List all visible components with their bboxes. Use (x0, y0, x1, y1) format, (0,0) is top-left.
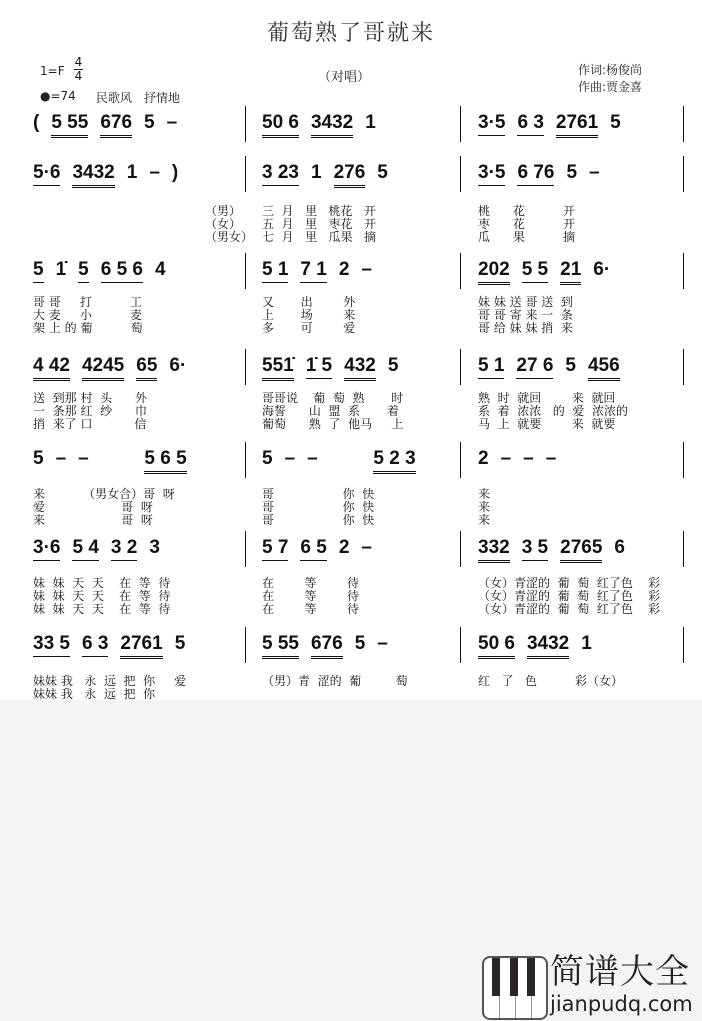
measure (33, 259, 166, 283)
note-group: 4 (155, 259, 166, 280)
note-group: 5 (144, 112, 155, 133)
note-group: 7 1 (300, 259, 326, 283)
measure (478, 448, 556, 471)
note-group: – (78, 448, 89, 469)
lyric-line: 枣 花 开 (478, 217, 576, 231)
lyric-line: 一 条那 红 纱 巾 (33, 404, 147, 418)
note-group: 5 (566, 162, 578, 183)
note-group: 5 55 (51, 112, 88, 138)
barline (460, 442, 461, 478)
note-group: 5 (33, 259, 44, 283)
barline (683, 531, 684, 567)
lyric-line: 来 (478, 513, 491, 527)
note-group: 4 42 (33, 355, 70, 381)
note-group: 6 76 (517, 162, 554, 186)
note-group: 276 (334, 162, 366, 188)
barline (245, 106, 246, 142)
lyric-line: （女） (205, 217, 242, 231)
note-group: – (500, 448, 512, 469)
barline (460, 349, 461, 385)
note-group: 202 (478, 259, 510, 285)
note-group: 2 (338, 259, 350, 280)
note-group: 2761 (120, 633, 162, 659)
tempo-marking (40, 89, 76, 103)
lyric-line: 捎 来了 口 信 (33, 417, 147, 431)
lyric-line: 上 场 来 (262, 308, 356, 322)
note-group: 676 (100, 112, 132, 138)
note-group: 2765 (560, 537, 602, 563)
measure (33, 537, 160, 561)
note-group: – (361, 537, 372, 558)
note-group: 5 (262, 448, 273, 469)
time-bottom: 4 (74, 69, 83, 83)
note-group: 3 5 (522, 537, 548, 561)
lyric-line: 妹 妹 天 天 在 等 待 (33, 589, 171, 603)
lyric-line: 哥 你 快 (262, 513, 375, 527)
note-group: 1̇ (55, 259, 67, 280)
lyric-line: 又 出 外 (262, 295, 356, 309)
lyric-line: （女）青涩的 葡 萄 红了色 彩 (478, 602, 661, 616)
lyric-line: 妹妹 我 永 远 把 你 (33, 687, 156, 701)
note-group: – (149, 162, 160, 183)
lyric-line: 哥 你 快 (262, 500, 375, 514)
note-group: 27 6 (516, 355, 553, 379)
note-group: 50 6 (262, 112, 299, 138)
measure (478, 537, 625, 563)
note-group: – (55, 448, 67, 469)
note-group: 6 (614, 537, 625, 558)
note-group: 456 (588, 355, 620, 381)
quarter-note-icon: ● (40, 89, 51, 103)
lyric-line: 海誓 山 盟 系 着 (262, 404, 399, 418)
lyric-line: 熟 时 就回 来 就回 (478, 391, 616, 405)
note-group: 5 (354, 633, 366, 654)
note-group: 4245 (82, 355, 124, 381)
note-group: 5 (33, 448, 44, 469)
lyric-line: 七 月 里 瓜果 摘 (262, 230, 376, 244)
note-group: 5 5 (522, 259, 548, 283)
note-group: 1 (365, 112, 376, 133)
song-title: 葡萄熟了哥就来 (266, 21, 435, 46)
barline (683, 349, 684, 385)
barline (460, 531, 461, 567)
note-group: 1 (126, 162, 138, 183)
lyric-line: 五 月 里 枣花 开 (262, 217, 376, 231)
barline (683, 253, 684, 289)
lyric-line: 哥 给 妹 妹 捎 来 (478, 321, 573, 335)
note-group: 432 (344, 355, 376, 381)
lyric-line: 哥 哥 寄 来 一 条 (478, 308, 573, 322)
note-group: ( (33, 112, 40, 133)
measure (478, 633, 592, 659)
note-group: 1 (581, 633, 592, 654)
lyric-line: 架 上 的 葡 萄 (33, 321, 143, 335)
tempo-value: =74 (50, 89, 76, 103)
note-group: 1̇ 5 (306, 355, 332, 379)
note-group: ) (171, 162, 179, 183)
lyric-line: 红 了 色 彩（女） (478, 674, 624, 688)
note-group: 5 1 (262, 259, 288, 283)
note-group: 3 2 (111, 537, 137, 561)
barline (683, 627, 684, 663)
measure (478, 355, 620, 381)
note-group: 5 55 (262, 633, 299, 659)
note-group: 5 (387, 355, 399, 376)
lyric-line: （女）青涩的 葡 萄 红了色 彩 (478, 589, 661, 603)
note-group: 3 (149, 537, 160, 558)
barline (245, 156, 246, 192)
note-group: 3432 (72, 162, 114, 188)
lyric-line: 来 哥 呀 (33, 513, 153, 527)
measure (478, 259, 610, 285)
site-logo (478, 952, 702, 1018)
note-group: – (589, 162, 600, 183)
piano-keys-icon (482, 956, 548, 1020)
measure (478, 162, 600, 186)
lyric-line: （女）青涩的 葡 萄 红了色 彩 (478, 576, 661, 590)
lyric-line: 在 等 待 (262, 589, 360, 603)
note-group: 1 (310, 162, 322, 183)
note-group: 5 (565, 355, 576, 376)
lyric-line: 妹 妹 天 天 在 等 待 (33, 602, 171, 616)
lyric-line: 来 （男女合）哥 呀 (33, 487, 175, 501)
logo-text: 简谱大全 (550, 952, 690, 992)
note-group: 33 5 (33, 633, 70, 657)
barline (683, 156, 684, 192)
note-group: 6 5 (300, 537, 326, 561)
note-group: – (307, 448, 318, 469)
lyric-line: 多 可 爱 (262, 321, 356, 335)
note-group: 3·6 (33, 537, 60, 561)
logo-url: jianpudq.com (550, 992, 693, 1016)
barline (683, 106, 684, 142)
note-group: 5 7 (262, 537, 288, 561)
lyric-line: 马 上 就要 来 就要 (478, 417, 616, 431)
note-group: 6· (169, 355, 187, 376)
time-signature (74, 56, 83, 83)
note-group: – (523, 448, 534, 469)
subtitle: （对唱） (318, 70, 371, 85)
note-group: – (377, 633, 388, 654)
note-group: 50 6 (478, 633, 515, 659)
measure (262, 448, 416, 474)
measure (262, 537, 372, 561)
note-group: 5 6 5 (144, 448, 186, 474)
note-group: 2 (338, 537, 350, 558)
note-group: 21 (560, 259, 581, 285)
note-group: – (545, 448, 557, 469)
lyric-line: 哥 你 快 (262, 487, 375, 501)
time-top: 4 (74, 55, 83, 69)
lyric-line: 在 等 待 (262, 576, 360, 590)
note-group: 5 (174, 633, 186, 654)
note-group: 5 1 (478, 355, 504, 379)
note-group: 5 4 (72, 537, 98, 561)
key-signature: 1=F (40, 64, 65, 78)
note-group: 5 2 3 (373, 448, 415, 474)
note-group: 551̇ (262, 355, 294, 381)
lyric-line: 瓜 果 摘 (478, 230, 576, 244)
note-group: 3 23 (262, 162, 299, 186)
lyric-line: 妹 妹 送 哥 送 到 (478, 295, 573, 309)
lyric-line: （男女） (205, 230, 254, 244)
barline (245, 627, 246, 663)
style-marking: 民歌风 抒情地 (96, 91, 181, 105)
lyric-line: 桃 花 开 (478, 204, 576, 218)
note-group: 3·5 (478, 112, 505, 136)
lyricist: 作词:杨俊尚 (578, 63, 643, 77)
note-group: 2761 (556, 112, 598, 138)
lyric-line: （男）青 涩的 葡 萄 (262, 674, 408, 688)
note-group: 5 (610, 112, 621, 133)
note-group (330, 448, 362, 471)
note-group: – (284, 448, 296, 469)
note-group: – (166, 112, 178, 133)
note-group (101, 448, 133, 471)
lyric-line: 爱 哥 呀 (33, 500, 153, 514)
note-group: 332 (478, 537, 510, 563)
measure (478, 112, 621, 138)
note-group: 65 (136, 355, 157, 381)
lyric-line: 三 月 里 桃花 开 (262, 204, 376, 218)
barline (460, 627, 461, 663)
barline (245, 253, 246, 289)
composer: 作曲:贾金喜 (578, 80, 643, 94)
barline (460, 253, 461, 289)
measure (262, 259, 372, 283)
measure (262, 633, 388, 659)
lyric-line: 来 (478, 487, 491, 501)
note-group: 5 (78, 259, 89, 283)
note-group: 6 3 (517, 112, 543, 136)
note-group: – (361, 259, 372, 280)
lyric-line: 妹 妹 天 天 在 等 待 (33, 576, 171, 590)
measure (33, 633, 185, 659)
lyric-line: 哥 哥 打 工 (33, 295, 143, 309)
barline (245, 531, 246, 567)
note-group: 6· (593, 259, 611, 280)
note-group: 3·5 (478, 162, 505, 186)
barline (683, 442, 684, 478)
barline (460, 106, 461, 142)
note-group: 676 (311, 633, 343, 659)
lyric-line: 大 麦 小 麦 (33, 308, 143, 322)
measure (262, 355, 398, 381)
lyric-line: 哥哥说 葡 萄 熟 时 (262, 391, 404, 405)
measure (33, 112, 177, 138)
note-group: 5·6 (33, 162, 60, 186)
lyric-line: 葡萄 熟 了 他马 上 (262, 417, 404, 431)
measure (33, 355, 186, 381)
lyric-line: 妹妹 我 永 远 把 你 爱 (33, 674, 187, 688)
measure (33, 162, 178, 188)
barline (245, 442, 246, 478)
note-group: 6 5 6 (101, 259, 143, 283)
lyric-line: 在 等 待 (262, 602, 360, 616)
lyric-line: 送 到那 村 头 外 (33, 391, 147, 405)
lyric-line: 来 (478, 500, 491, 514)
measure (262, 162, 388, 188)
note-group: 2 (478, 448, 489, 469)
barline (245, 349, 246, 385)
lyric-line: （男） (205, 204, 242, 218)
measure (262, 112, 376, 138)
note-group: 3432 (311, 112, 353, 138)
note-group: 5 (377, 162, 388, 183)
note-group: 3432 (527, 633, 569, 659)
note-group: 6 3 (82, 633, 108, 657)
measure (33, 448, 187, 474)
lyric-line: 系 着 浓浓 的 爱 浓浓的 (478, 404, 628, 418)
barline (460, 156, 461, 192)
